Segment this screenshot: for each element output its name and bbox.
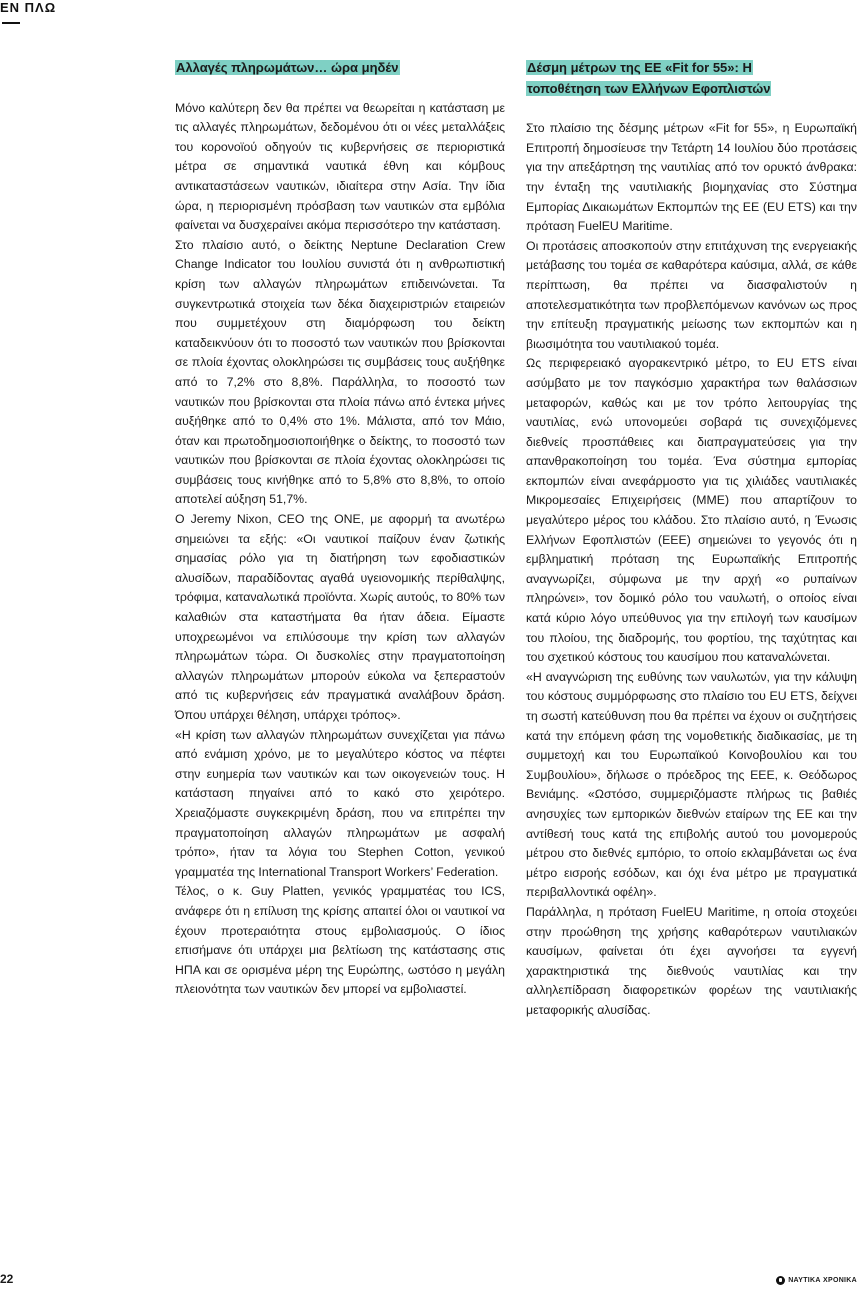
right-heading-line-1: Δέσμη μέτρων της ΕΕ «Fit for 55»: Η bbox=[527, 60, 752, 75]
left-heading-wrap bbox=[175, 58, 505, 79]
left-paragraph-4: «Η κρίση των αλλαγών πληρωμάτων συνεχίζεται για πάνω από ενάμιση χρόνο, με το μεγαλύτερο κόστος να πέφτει στην ευημερία των ναυτικών και των οικογενειών τους. Η κατάσταση πηγαίνει από το κακό στο χειρότερο. Χρειαζόμαστε συγκεκριμένη δράση, που να επιτρέπει την πραγματοποίηση αλλαγών πληρωμάτων με ασφαλή τρόπο», ήταν τα λόγια του Stephen Cotton, γενικού γραμματέα της International Transport Workers’ Federation. bbox=[175, 727, 505, 879]
left-paragraph-2: Στο πλαίσιο αυτό, ο δείκτης Neptune Declaration Crew Change Indicator του Ιουλίου συνιστά ότι η ανθρωπιστική κρίση των αλλαγών πληρωμάτων επιδεινώνεται. Τα συγκεντρωτικά στοιχεία των δέκα διαχειριστριών εταιρειών που συμμετέχουν στη διαμόρφωση του δείκτη καταδεικνύουν ότι το ποσοστό των ναυτικών που βρίσκονται σε πλοία έχοντας ολοκληρώσει τις συμβάσεις τους αυξήθηκε από το 7,2% στο 8,8%. Παράλληλα, το ποσοστό των ναυτικών που βρίσκονται στα πλοία πάνω από έντεκα μήνες αυξήθηκε από το 0,4% στο 1%. Μάλιστα, από τον Μάιο, όταν και πρωτοδημοσιοποιήθηκε ο δείκτης, το ποσοστό των ναυτικών που βρίσκονται σε πλοία έχοντας ολοκληρώσει τις συμβάσεις τους κινήθηκε από το 5,8% στο 8,8%, το οποίο αποτελεί αύξηση 51,7%. bbox=[175, 237, 505, 507]
right-paragraph-1: Στο πλαίσιο της δέσμης μέτρων «Fit for 55», η Ευρωπαϊκή Επιτροπή δημοσίευσε την Τετάρτη 14 Ιουλίου δύο προτάσεις για την απεξάρτηση της ναυτιλίας από τον ορυκτό άνθρακα: την ένταξη της ναυτιλιακής βιομηχανίας στο Σύστημα Εμπορίας Δικαιωμάτων Εκπομπών της ΕΕ (EU ETS) και την πρόταση FuelEU Maritime. bbox=[526, 121, 857, 234]
right-paragraph-5: Παράλληλα, η πρόταση FuelEU Maritime, η οποία στοχεύει στην προώθηση της χρήσης καθαρότερων ναυτιλιακών καυσίμων, φαίνεται ότι έχει αγνοήσει τα εγγενή χαρακτηριστικά της διεθνούς ναυτιλίας και την αλληλεπίδραση διαφορετικών φορέων της ναυτιλιακής μεταφορικής αλυσίδας. bbox=[526, 904, 857, 1017]
right-paragraph-3: Ως περιφερειακό αγορακεντρικό μέτρο, το EU ETS είναι ασύμβατο με τον παγκόσμιο χαρακτήρα των θαλάσσιων μεταφορών, καθώς και με τον τρόπο λειτουργίας της ναυτιλίας, ενώ υπονομεύει σοβαρά τις συνεχιζόμενες διεθνείς προσπάθειες και διαπραγματεύσεις για την απανθρακοποίηση του τομέα. Ένα σύστημα εμπορίας εκπομπών είναι ανεφάρμοστο για τις χιλιάδες ναυτιλιακές Μικρομεσαίες Επιχειρήσεις (ΜΜΕ) που απαρτίζουν το μεγαλύτερο μέρος του κλάδου. Στο πλαίσιο αυτό, η Ένωσις Ελλήνων Εφοπλιστών (ΕΕΕ) σημειώνει το γεγονός ότι η εμβληματική πρόταση της Ευρωπαϊκής Επιτροπής αναγνωρίζει, σύμφωνα με την αρχή «ο ρυπαίνων πληρώνει», τον δομικό ρόλο του ναυλωτή, ο οποίος είναι κατά κύριο λόγο υπεύθυνος για την επιλογή των καυσίμων του πλοίου, της διαδρομής, του φορτίου, της ταχύτητας και του σχετικού κόστους του καυσίμου που καταναλώνεται. bbox=[526, 356, 857, 665]
left-paragraph-1: Μόνο καλύτερη δεν θα πρέπει να θεωρείται η κατάσταση με τις αλλαγές πληρωμάτων, δεδομένου ότι οι νέες μεταλλάξεις του κορονοϊού οδηγούν τις κυβερνήσεις σε περιοριστικά μέτρα σε σημαντικά ναυτικά έθνη και κόμβους αντικαταστάσεων ναυτικών, ιδιαίτερα στην Ασία. Την ίδια ώρα, η περιορισμένη πρόσβαση των ναυτικών στα εμβόλια φαίνεται να δυσχεραίνει ακόμα περισσότερο την κατάσταση. bbox=[175, 100, 505, 233]
brand-footer bbox=[776, 1276, 857, 1285]
right-paragraph-4: «Η αναγνώριση της ευθύνης των ναυλωτών, για την κάλυψη του κόστους συμμόρφωσης στο πλαίσιο του EU ETS, δείχνει τη σωστή κατεύθυνση που θα πρέπει να έχουν οι συζητήσεις κατά την επόμενη φάση της νομοθετικής διαδικασίας, με τη συμμετοχή και του Ευρωπαϊκού Κοινοβουλίου και του Συμβουλίου», δήλωσε ο πρόεδρος της ΕΕΕ, κ. Θεόδωρος Βενιάμης. «Ωστόσο, συμμεριζόμαστε πλήρως τις βαθιές ανησυχίες των εμπορικών διεθνών εταίρων της ΕΕ και την αντίθεσή τους κατά της επιβολής αυτού του μονομερούς μέτρου στο διεθνές εμπόριο, το οποίο εκλαμβάνεται ως ένα μέτρο εισροής εσόδων, και όχι ένα μέτρο με πραγματικά περιβαλλοντικά οφέλη». bbox=[526, 669, 857, 900]
brand-logo-icon bbox=[776, 1276, 785, 1285]
brand-name: ΝΑΥΤΙΚΑ ΧΡΟΝΙΚΑ bbox=[788, 1277, 857, 1284]
right-paragraph-2: Οι προτάσεις αποσκοπούν στην επιτάχυνση της ενεργειακής μετάβασης του τομέα σε καθαρότερα καύσιμα, αλλά, σε κάθε περίπτωση, θα πρέπει να διασφαλιστούν η αποτελεσματικότητα των προβλεπόμενων κανόνων ως προς την επίτευξη πραγματικής μείωσης των εκπομπών και η βιωσιμότητα του ναυτιλιακού τομέα. bbox=[526, 238, 857, 351]
right-column bbox=[526, 58, 857, 1021]
page-number: 22 bbox=[0, 1272, 14, 1286]
right-heading-line-2: τοποθέτηση των Ελλήνων Εφοπλιστών bbox=[527, 80, 771, 96]
left-paragraph-5: Τέλος, ο κ. Guy Platten, γενικός γραμματέας του ICS, ανάφερε ότι η επίλυση της κρίσης απαιτεί όλοι οι ναυτικοί να έχουν προτεραιότητα στους εμβολιασμούς. Ο ίδιος επισήμανε ότι υπάρχει μια βελτίωση της κατάστασης στις ΗΠΑ και σε ορισμένα μέρη της Ευρώπης, ωστόσο η μεγάλη πλειονότητα των ναυτικών δεν μπορεί να εμβολιαστεί. bbox=[175, 884, 505, 997]
left-heading: Αλλαγές πληρωμάτων… ώρα μηδέν bbox=[176, 60, 399, 75]
right-heading-wrap bbox=[526, 58, 857, 99]
section-rule bbox=[2, 22, 20, 24]
left-paragraph-3: Ο Jeremy Nixon, CEO της ONE, με αφορμή τα ανωτέρω σημειώνει τα εξής: «Οι ναυτικοί παίζουν έναν ζωτικής σημασίας ρόλο για τη διατήρηση των εφοδιαστικών αλυσίδων, παραδίδοντας αγαθά υγειονομικής περίθαλψης, τρόφιμα, καταναλωτικά προϊόντα. Χωρίς αυτούς, το 80% των καλαθιών στα καταστήματα θα ήταν άδεια. Είμαστε υποχρεωμένοι να επιλύσουμε την κρίση των αλλαγών πληρωμάτων τώρα. Οι δυσκολίες στην πραγματοποίηση αλλαγών πληρωμάτων μπορούν εύκολα να ξεπεραστούν από τις κυβερνήσεις εάν πραγματικά αναλάβουν δράση. Όπου υπάρχει θέληση, υπάρχει τρόπος». bbox=[175, 512, 505, 722]
section-label: ΕΝ ΠΛΩ bbox=[0, 0, 57, 15]
left-column bbox=[175, 58, 505, 1000]
